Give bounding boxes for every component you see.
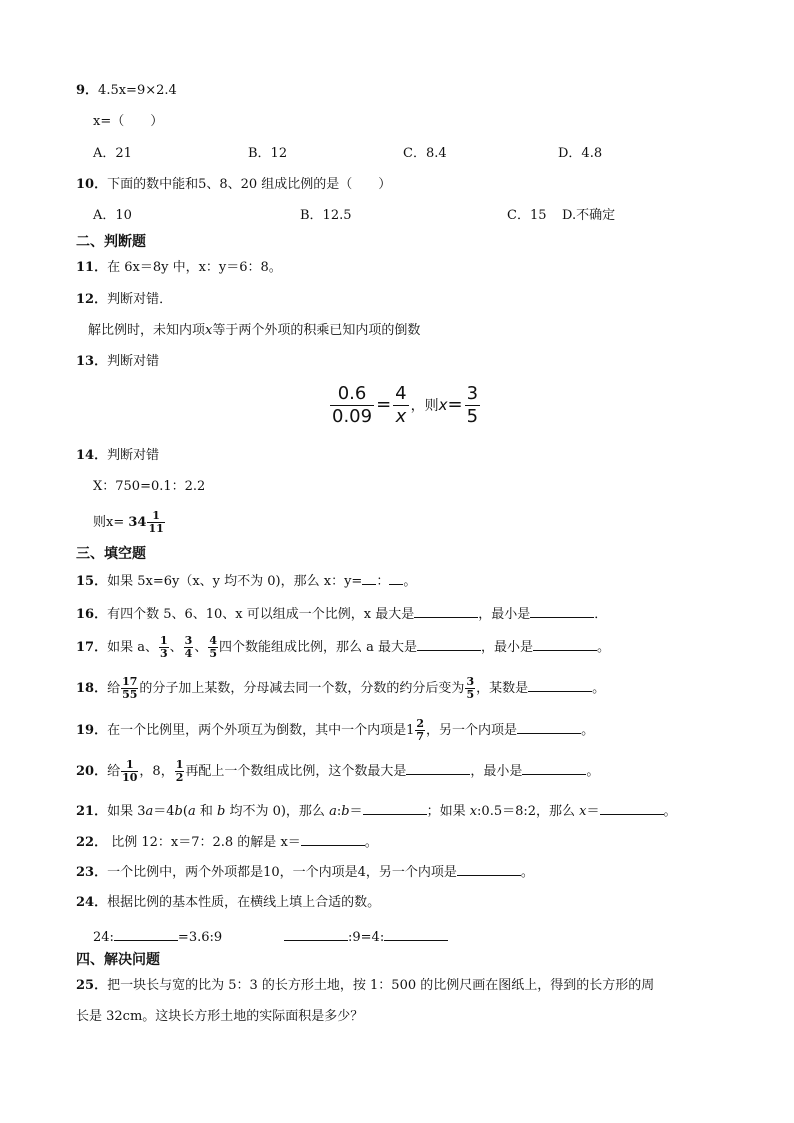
question-11	[76, 259, 282, 277]
text: 根据比例的基本性质，在横线上填上合适的数。	[107, 895, 381, 910]
question-number: 10．	[76, 177, 108, 192]
text: 四个数能组成比例，那么 a 最大是	[218, 640, 417, 655]
fraction	[121, 676, 138, 701]
text: 则x=	[93, 515, 125, 530]
text: ，8，	[139, 764, 174, 779]
text: ＝4	[153, 804, 175, 819]
text: 如果 a、	[107, 640, 158, 655]
option-a: A．10	[93, 208, 132, 223]
denominator: 55	[122, 688, 138, 701]
variable: b	[216, 804, 226, 819]
denominator: 2	[175, 771, 184, 784]
equals: =	[447, 394, 463, 415]
numerator: 1	[147, 510, 164, 523]
question-17	[76, 633, 610, 663]
answer-blank[interactable]	[417, 637, 481, 651]
text: ＝	[586, 804, 600, 819]
text: 如果 5x=6y（x、y 均不为 0)，那么 x：y=	[107, 574, 363, 589]
text: ．	[594, 607, 608, 622]
text: 。	[403, 574, 417, 589]
text: ，最小是	[481, 640, 534, 655]
question-number: 12．	[76, 292, 108, 307]
answer-blank[interactable]	[522, 761, 586, 775]
denominator: 10	[122, 771, 138, 784]
question-stem: 下面的数中能和5、8、20 组成比例的是（ ）	[107, 177, 392, 192]
question-number: 24．	[76, 895, 108, 910]
numerator: 1	[175, 758, 184, 771]
text: 和	[195, 804, 217, 819]
question-number: 17．	[76, 640, 108, 655]
text: ＝	[349, 804, 363, 819]
question-14-line2: X：750=0.1：2.2	[93, 479, 206, 494]
option-d: D．4.8	[558, 146, 603, 161]
question-12	[76, 291, 172, 309]
text: ：	[376, 574, 390, 589]
option-c: C．15	[507, 208, 547, 223]
whole-part: 34	[128, 515, 147, 530]
numerator: 3	[184, 634, 193, 647]
denominator: 7	[416, 730, 425, 743]
text: 的分子加上某数，分母减去同一个数，分数的约分后变为	[139, 681, 465, 696]
option-d: D.不确定	[562, 208, 616, 223]
variable: b	[341, 804, 350, 819]
question-23	[76, 862, 534, 882]
text: ；如果	[426, 804, 470, 819]
question-number: 14．	[76, 448, 108, 463]
text: 均不为 0)，那么	[225, 804, 330, 819]
text: ，最小是	[478, 607, 531, 622]
text: ，另一个内项是	[426, 723, 518, 738]
variable: x	[205, 323, 213, 338]
question-19	[76, 716, 594, 746]
answer-blank[interactable]	[389, 571, 403, 585]
numerator: 3	[466, 675, 475, 688]
variable: x	[469, 804, 478, 819]
denominator: 0.09	[332, 405, 373, 427]
option-b: B．12.5	[300, 208, 352, 223]
question-number: 9．	[76, 83, 99, 98]
fraction	[147, 510, 164, 535]
numerator: 17	[122, 675, 138, 688]
option-c: C．8.4	[403, 146, 447, 161]
question-21	[76, 801, 677, 821]
question-stem: 在 6x＝8y 中，x：y＝6：8。	[107, 260, 282, 275]
answer-blank[interactable]	[114, 927, 178, 941]
answer-blank[interactable]	[414, 604, 478, 618]
answer-blank[interactable]	[517, 720, 581, 734]
fraction	[175, 759, 185, 784]
variable: x	[438, 396, 448, 414]
text: ，最小是	[470, 764, 523, 779]
section-heading: 二、判断题	[76, 234, 146, 250]
question-number: 25．	[76, 978, 108, 993]
variable: x	[579, 804, 587, 819]
text: :9=4:	[348, 930, 385, 945]
question-18	[76, 674, 605, 704]
text: 。	[597, 640, 611, 655]
question-14-line3	[93, 508, 166, 538]
equation	[328, 382, 482, 429]
text: 再配上一个数组成比例，这个数最大是	[185, 764, 407, 779]
question-25	[76, 977, 654, 995]
question-number: 20．	[76, 764, 108, 779]
question-12-line2	[88, 322, 420, 340]
numerator: 0.6	[330, 383, 374, 406]
fraction	[393, 383, 408, 428]
equals: =	[376, 394, 392, 415]
fraction	[121, 759, 138, 784]
answer-blank[interactable]	[362, 571, 376, 585]
question-number: 18．	[76, 681, 108, 696]
numerator: 3	[466, 382, 479, 404]
answer-blank[interactable]	[301, 832, 365, 846]
question-number: 21．	[76, 804, 108, 819]
fraction	[330, 383, 374, 428]
denominator: 11	[148, 522, 164, 535]
question-number: 11．	[76, 260, 108, 275]
text: 。	[581, 723, 595, 738]
question-24	[76, 894, 380, 912]
denominator: 3	[159, 647, 168, 660]
text: 给	[107, 681, 121, 696]
text: =3.6:9	[177, 930, 223, 945]
question-number: 23．	[76, 865, 108, 880]
text: 。	[520, 865, 534, 880]
text: 给	[107, 764, 121, 779]
text: ，某数是	[476, 681, 529, 696]
denominator: 5	[209, 647, 217, 660]
answer-blank[interactable]	[457, 862, 521, 876]
option-b: B．12	[248, 146, 288, 161]
question-13	[76, 353, 159, 371]
answer-blank[interactable]	[363, 801, 427, 815]
question-24-line2-left	[93, 927, 222, 947]
question-14	[76, 447, 159, 465]
text: 解比例时，未知内项	[88, 323, 206, 338]
text: 。	[586, 764, 600, 779]
text: 。	[663, 804, 677, 819]
text: :	[336, 804, 342, 819]
section-heading: 三、填空题	[76, 546, 146, 562]
text: 有四个数 5、6、10、x 可以组成一个比例，x 最大是	[107, 607, 415, 622]
answer-blank[interactable]	[600, 801, 664, 815]
text: ，则	[410, 398, 439, 414]
text: 、	[194, 640, 208, 655]
question-number: 22．	[76, 835, 108, 850]
numerator: 1	[159, 634, 168, 647]
question-stem: 判断对错．	[107, 292, 173, 307]
question-number: 19．	[76, 723, 108, 738]
question-9-line2: x=（ ）	[93, 114, 164, 129]
question-number: 15．	[76, 574, 108, 589]
text: 一个比例中，两个外项都是10，一个内项是4，另一个内项是	[107, 865, 457, 880]
text: :0.5＝8:2，那么	[477, 804, 580, 819]
text: 把一块长与宽的比为 5：3 的长方形土地，按 1：500 的比例尺画在图纸上，得到的长方形的周	[107, 978, 655, 993]
question-15	[76, 571, 416, 591]
answer-blank[interactable]	[284, 927, 348, 941]
question-number: 13．	[76, 354, 108, 369]
variable: b	[174, 804, 183, 819]
fraction	[465, 676, 475, 701]
text: (	[182, 804, 188, 819]
variable: a	[329, 804, 337, 819]
numerator: 2	[416, 717, 425, 730]
fraction	[208, 635, 218, 660]
text: 比例 12：x＝7：2.8 的解是 x＝	[107, 835, 301, 850]
fraction	[159, 635, 169, 660]
text: 如果 3	[107, 804, 146, 819]
text: 。	[592, 681, 606, 696]
whole-part: 1	[406, 723, 415, 738]
text: 在一个比例里，两个外项互为倒数，其中一个内项是	[107, 723, 407, 738]
question-10	[76, 176, 391, 194]
fraction	[184, 635, 194, 660]
denominator: 4	[184, 647, 193, 660]
denominator: 5	[466, 405, 479, 427]
answer-blank[interactable]	[530, 604, 594, 618]
numerator: 4	[395, 382, 407, 404]
denominator: 5	[466, 688, 475, 701]
question-number: 16．	[76, 607, 108, 622]
answer-blank[interactable]	[406, 761, 470, 775]
option-a: A．21	[93, 146, 132, 161]
question-20	[76, 757, 599, 787]
numerator: 4	[209, 634, 217, 647]
question-16	[76, 604, 607, 624]
question-25-line2: 长是 32cm。这块长方形土地的实际面积是多少？	[76, 1009, 364, 1024]
question-22	[76, 832, 378, 852]
text: 、	[169, 640, 183, 655]
answer-blank[interactable]	[528, 678, 592, 692]
answer-blank[interactable]	[384, 927, 448, 941]
text: 。	[364, 835, 378, 850]
variable: a	[145, 804, 154, 819]
question-stem: 判断对错	[107, 354, 160, 369]
fraction	[415, 718, 425, 743]
numerator: 1	[121, 759, 138, 772]
variable: a	[187, 804, 196, 819]
fraction	[465, 383, 480, 428]
question-9	[76, 82, 177, 100]
question-stem: 判断对错	[107, 448, 160, 463]
question-stem: 4.5x=9×2.4	[98, 83, 177, 98]
text: 等于两个外项的积乘已知内项的倒数	[212, 323, 421, 338]
answer-blank[interactable]	[533, 637, 597, 651]
question-24-line2-right	[284, 927, 448, 947]
section-heading: 四、解决问题	[76, 952, 160, 968]
denominator: x	[395, 405, 407, 427]
text: 24:	[93, 930, 114, 945]
